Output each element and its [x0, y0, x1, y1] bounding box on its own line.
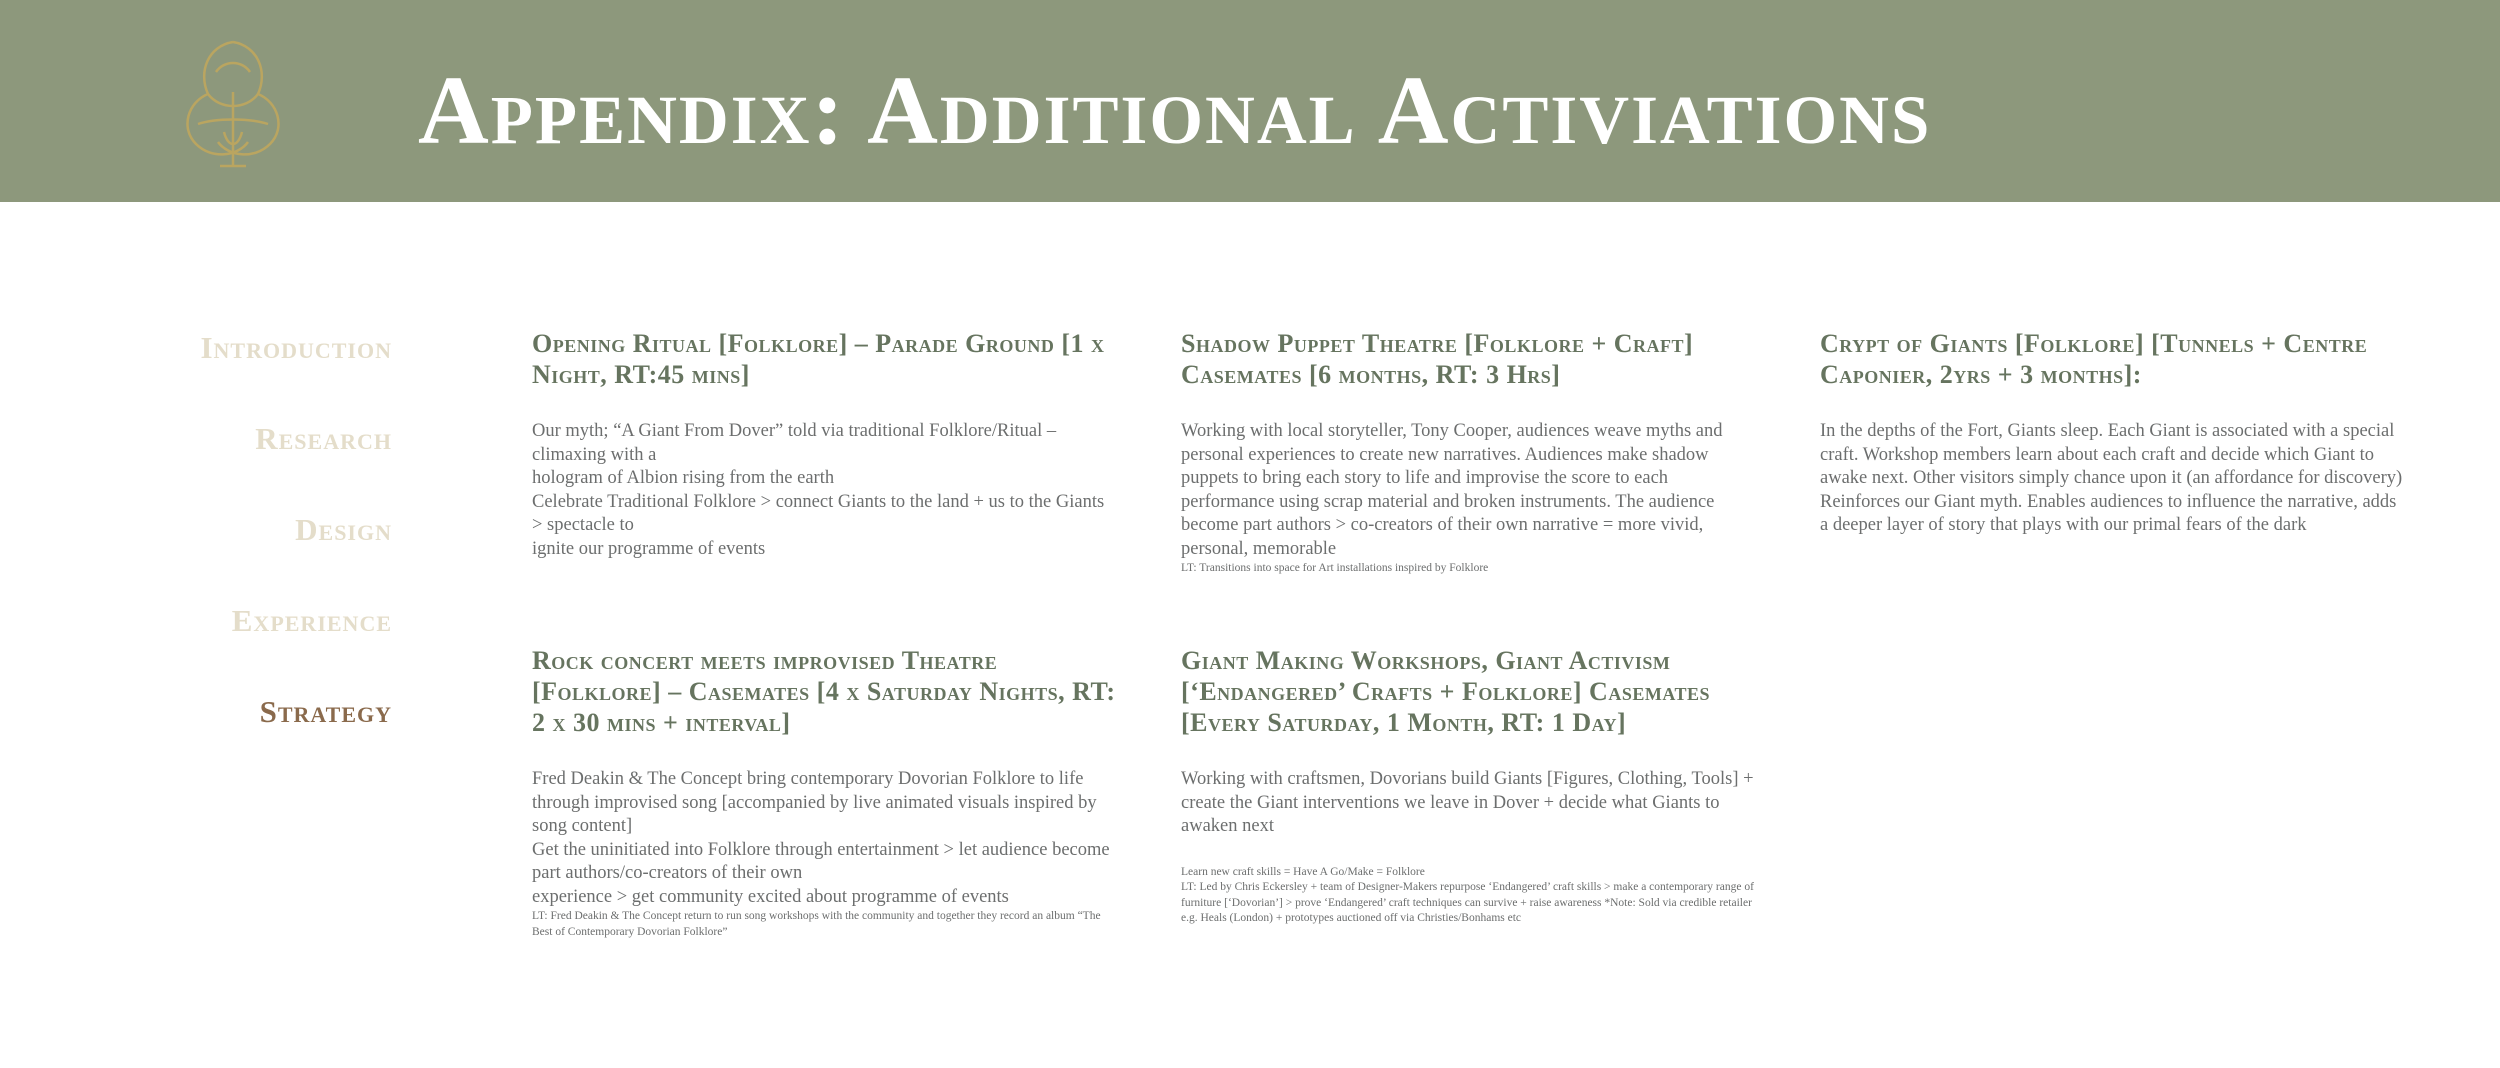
card-body: [532, 420, 1110, 561]
card-line: In the depths of the Fort, Giants sleep. Each Giant is associated with a special craft. Workshop members learn about each craft and decide which Giant to awake next. Other visitors simply chance upon it (an affordance for discovery): [1820, 421, 2403, 488]
card-opening-ritual: [532, 328, 1110, 561]
card-body: [1181, 768, 1764, 839]
card-note: LT: Led by Chris Eckersley + team of Designer-Makers repurpose ‘Endangered’ craft skills > make a contemporary range of furniture [‘Dovorian’] > prove ‘Endangered’ craft techniques can survive + raise awareness *Note: Sold via credible retailer e.g. Heals (London) + prototypes auctioned off via Christies/Bonhams etc: [1181, 881, 1754, 924]
card-line: Fred Deakin & The Concept bring contemporary Dovorian Folklore to life through improvised song [accompanied by live animated visuals inspired by song content]: [532, 769, 1097, 836]
card-heading: Giant Making Workshops, Giant Activism [‘Endangered’ Crafts + Folklore] Casemates [Every Saturday, 1 Month, RT: 1 Day]: [1181, 646, 1711, 737]
card-giant-making: [1181, 645, 1764, 927]
card-note: LT: Fred Deakin & The Concept return to run song workshops with the community and together they record an album “The Best of Contemporary Dovorian Folklore”: [532, 910, 1101, 938]
nav-item-research[interactable]: Research: [255, 421, 392, 456]
card-body: [1181, 420, 1764, 561]
card-heading: Opening Ritual [Folklore] – Parade Ground [1 x Night, RT:45 mins]: [532, 329, 1105, 389]
card-line: Celebrate Traditional Folklore > connect Giants to the land + us to the Giants > spectacle to: [532, 491, 1105, 535]
card-line: Reinforces our Giant myth. Enables audiences to influence the narrative, adds a deeper layer of story that plays with our primal fears of the dark: [1820, 491, 2397, 535]
card-line: Get the uninitiated into Folklore through entertainment > let audience become part authors/co-creators of their own: [532, 839, 1110, 883]
card-shadow-puppet: [1181, 328, 1764, 577]
card-line: Our myth; “A Giant From Dover” told via traditional Folklore/Ritual – climaxing with a: [532, 421, 1057, 465]
card-line: Working with craftsmen, Dovorians build Giants [Figures, Clothing, Tools] + create the Giant interventions we leave in Dover + decide what Giants to awaken next: [1181, 769, 1754, 836]
card-body: [1820, 420, 2405, 538]
nav-item-introduction[interactable]: Introduction: [200, 330, 392, 365]
nav-item-design[interactable]: Design: [295, 512, 392, 547]
giant-emblem-icon: [168, 32, 298, 172]
header-banner: [0, 0, 2500, 202]
card-rock-concert: [532, 645, 1117, 940]
card-heading: Shadow Puppet Theatre [Folklore + Craft] Casemates [6 months, RT: 3 Hrs]: [1181, 329, 1694, 389]
card-heading: Rock concert meets improvised Theatre [Folklore] – Casemates [4 x Saturday Nights, RT: 2 x 30 mins + interval]: [532, 646, 1116, 737]
card-line: Working with local storyteller, Tony Cooper, audiences weave myths and personal experiences to create new narratives. Audiences make shadow puppets to bring each story to life and improvise the score to each performance using scrap material and broken instruments. The audience become part authors > co-creators of their own narrative = more vivid, personal, memorable: [1181, 421, 1723, 559]
card-line: experience > get community excited about programme of events: [532, 886, 1009, 907]
card-note: LT: Transitions into space for Art installations inspired by Folklore: [1181, 562, 1489, 574]
card-line: ignite our programme of events: [532, 538, 766, 559]
card-body: [532, 768, 1117, 909]
page-title: Appendix: Additional Activiations: [418, 57, 1932, 165]
nav-item-strategy[interactable]: Strategy: [259, 694, 392, 729]
nav-item-experience[interactable]: Experience: [231, 603, 392, 638]
card-note: Learn new craft skills = Have A Go/Make = Folklore: [1181, 865, 1425, 878]
card-heading: Crypt of Giants [Folklore] [Tunnels + Centre Caponier, 2yrs + 3 months]:: [1820, 329, 2368, 389]
card-line: hologram of Albion rising from the earth: [532, 468, 835, 488]
card-crypt-of-giants: [1820, 328, 2405, 538]
